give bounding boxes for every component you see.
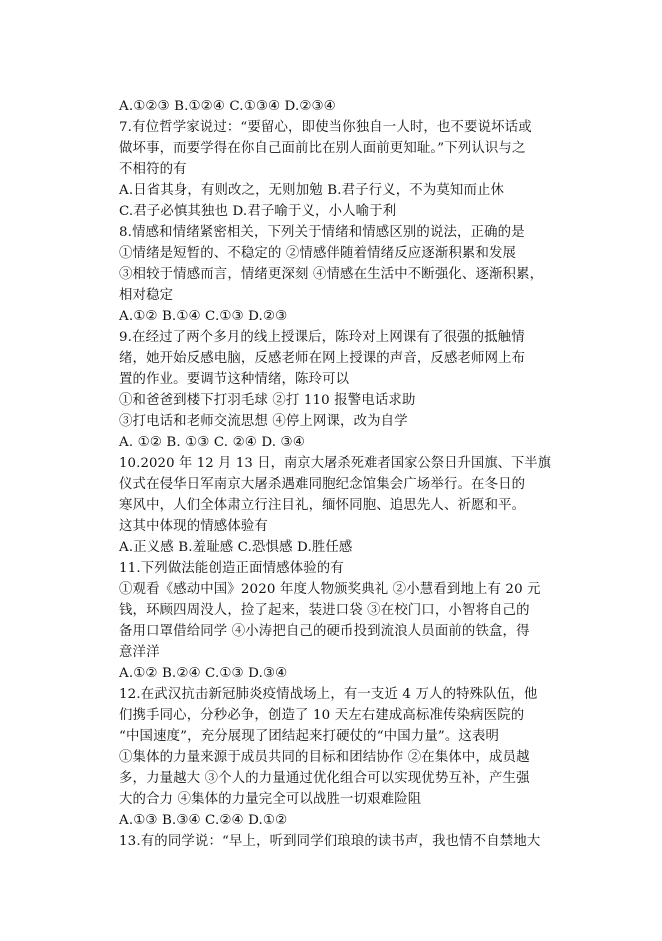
q10-stem-line-2: 仪式在侵华日军南京大屠杀遇难同胞纪念馆集会广场举行。在冬日的 — [119, 477, 526, 492]
q7-stem-line-3: 不相符的有 — [119, 162, 187, 177]
q9-statements-line-1: ①和爸爸到楼下打羽毛球 ②打 110 报警电话求助 — [119, 393, 416, 408]
q10-stem-line-3: 寒风中，人们全体肃立行注目礼，缅怀同胞、追思先人、祈愿和平。 — [119, 498, 526, 513]
q13-stem-line-1: 13.有的同学说：“早上，听到同学们琅琅的读书声，我也情不自禁地大 — [119, 834, 541, 849]
q8-statements-line-1: ①情绪是短暂的、不稳定的 ②情感伴随着情绪反应逐渐积累和发展 — [119, 246, 517, 261]
q8-statements-line-2: ③相较于情感而言，情绪更深刻 ④情感在生活中不断强化、逐渐积累， — [119, 267, 544, 282]
q10-options: A.正义感 B.羞耻感 C.恐惧感 D.胜任感 — [119, 540, 353, 555]
q7-stem-line-2: 做坏事，而要学得在你自己面前比在别人面前更知耻。”下列认识与之 — [119, 141, 526, 156]
q9-statements-line-2: ③打电话和老师交流思想 ④停上网课，改为自学 — [119, 414, 408, 429]
q10-stem-line-4: 这其中体现的情感体验有 — [119, 519, 268, 534]
q12-statements-line-1: ①集体的力量来源于成员共同的目标和团结协作 ②在集体中，成员越 — [119, 750, 530, 765]
q11-stem: 11.下列做法能创造正面情感体验的有 — [119, 561, 344, 576]
q8-stem: 8.情感和情绪紧密相关，下列关于情绪和情感区别的说法，正确的是 — [119, 225, 525, 240]
q11-statements-line-2: 钱，环顾四周没人，捡了起来，装进口袋 ③在校门口，小智将自己的 — [119, 603, 530, 618]
q7-options-cd: C.君子必慎其独也 D.君子喻于义，小人喻于利 — [119, 204, 397, 219]
q12-statements-line-3: 大的合力 ④集体的力量完全可以战胜一切艰难险阻 — [119, 792, 422, 807]
q12-stem-line-2: 们携手同心，分秒必争，创造了 10 天左右建成高标准传染病医院的 — [119, 708, 525, 723]
q7-options-ab: A.日省其身，有则改之，无则加勉 B.君子行义，不为莫知而止休 — [119, 183, 505, 198]
q10-stem-line-1: 10.2020 年 12 月 13 日，南京大屠杀死难者国家公祭日升国旗、下半旗 — [119, 456, 552, 471]
q9-options: A. ①② B. ①③ C. ②④ D. ③④ — [119, 435, 305, 450]
q11-statements-line-4: 意洋洋 — [119, 645, 160, 660]
q7-stem-line-1: 7.有位哲学家说过：“要留心，即使当你独自一人时，也不要说坏话或 — [119, 120, 532, 135]
q6-options: A.①②③ B.①②④ C.①③④ D.②③④ — [119, 99, 336, 114]
q11-statements-line-1: ①观看《感动中国》2020 年度人物颁奖典礼 ②小慧看到地上有 20 元 — [119, 582, 541, 597]
q12-stem-line-1: 12.在武汉抗击新冠肺炎疫情战场上，有一支近 4 万人的特殊队伍，他 — [119, 687, 538, 702]
q12-statements-line-2: 多，力量越大 ③个人的力量通过优化组合可以实现优势互补，产生强 — [119, 771, 530, 786]
q11-statements-line-3: 备用口罩借给同学 ④小涛把自己的硬币投到流浪人员面前的铁盒，得 — [119, 624, 530, 639]
q12-options: A.①③ B.③④ C.②④ D.①② — [119, 813, 288, 828]
q12-stem-line-3: “中国速度”，充分展现了团结起来打硬仗的“中国力量”。这表明 — [119, 729, 500, 744]
q11-options: A.①② B.②④ C.①③ D.③④ — [119, 666, 288, 681]
q9-stem-line-3: 置的作业。要调节这种情绪，陈玲可以 — [119, 372, 350, 387]
q9-stem-line-2: 绪，她开始反感电脑，反感老师在网上授课的声音，反感老师网上布 — [119, 351, 526, 366]
q8-options: A.①② B.①④ C.①③ D.②③ — [119, 309, 288, 324]
q8-statements-line-3: 相对稳定 — [119, 288, 174, 303]
q9-stem-line-1: 9.在经过了两个多月的线上授课后，陈玲对上网课有了很强的抵触情 — [119, 330, 525, 345]
